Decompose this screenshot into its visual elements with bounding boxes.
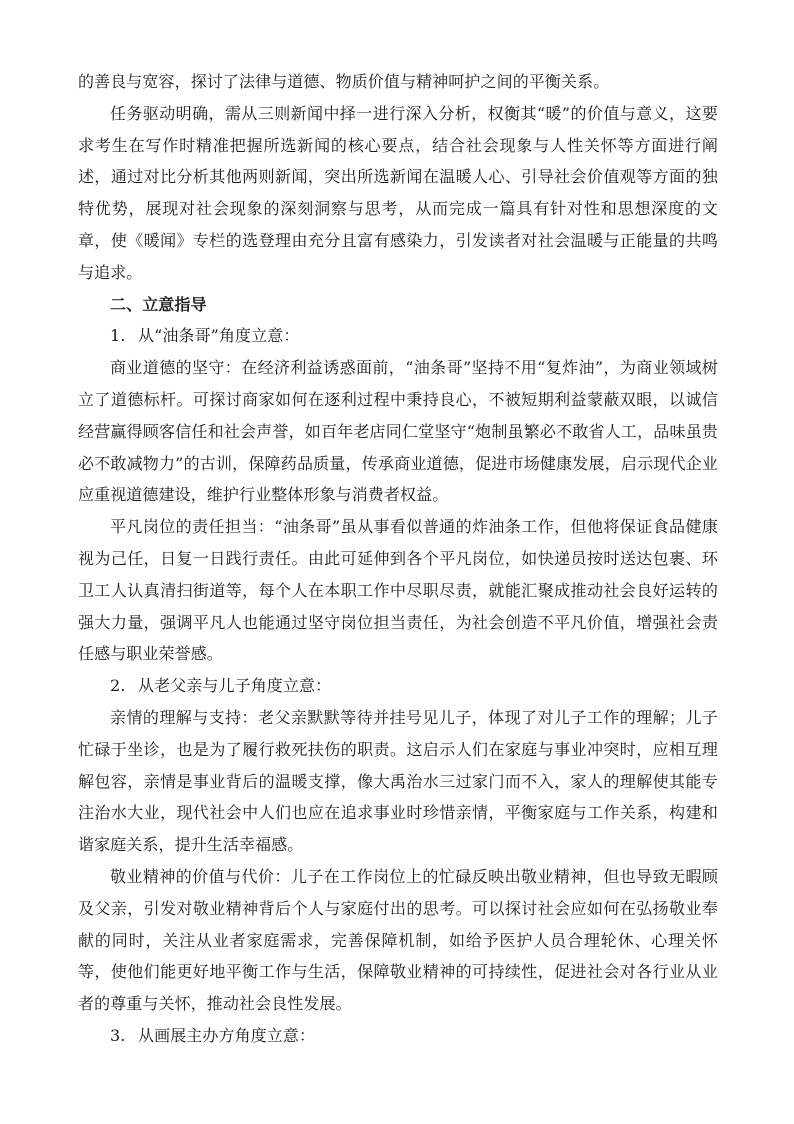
item-number: 2. bbox=[110, 676, 126, 696]
paragraph-continuation: 的善良与宽容，探讨了法律与道德、物质价值与精神呵护之间的平衡关系。 bbox=[78, 72, 610, 91]
paragraph-ordinary-duty: 平凡岗位的责任担当：“油条哥”虽从事看似普通的炸油条工作，但他将保证食品健康视为己任，日复一日践行责任。由此可延伸到各个平凡岗位，如快递员按时送达包裹、环卫工人认真清扫街道等，每个人在本职工作中尽职尽责，就能汇聚成推动社会良好运转的强大力量，强调平凡人也能通过坚守岗位担当责任，为社会创造不平凡价值，增强社会责任感与职业荣誉感。 bbox=[78, 517, 718, 664]
item-text: 从老父亲与儿子角度立意： bbox=[138, 676, 332, 696]
item-text: 从“油条哥”角度立意： bbox=[138, 326, 300, 346]
numbered-item-2 bbox=[78, 670, 718, 702]
numbered-item-1 bbox=[78, 320, 718, 352]
paragraph-dedication: 敬业精神的价值与代价：儿子在工作岗位上的忙碌反映出敬业精神，但也导致无暇顾及父亲，引发对敬业精神背后个人与家庭付出的思考。可以探讨社会应如何在弘扬敬业奉献的同时，关注从业者家庭需求，完善保障机制，如给予医护人员合理轮休、心理关怀等，使他们能更好地平衡工作与生活，保障敬业精神的可持续性，促进社会对各行业从业者的尊重与关怀，推动社会良性发展。 bbox=[78, 866, 718, 1014]
paragraph-business-ethics: 商业道德的坚守：在经济利益诱惑面前，“油条哥”坚持不用“复炸油”，为商业领域树立了道德标杆。可探讨商家如何在逐利过程中秉持良心，不被短期利益蒙蔽双眼，以诚信经营赢得顾客信任和社会声誉，如百年老店同仁堂坚守“炮制虽繁必不敢省人工，品味虽贵必不敢减物力”的古训，保障药品质量，传承商业道德，促进市场健康发展，启示现代企业应重视道德建设，维护行业整体形象与消费者权益。 bbox=[78, 358, 718, 505]
item-text: 从画展主办方角度立意： bbox=[138, 1025, 316, 1045]
item-number: 1. bbox=[110, 326, 126, 346]
document-page bbox=[78, 66, 718, 1052]
section-heading: 二、立意指导 bbox=[110, 294, 207, 314]
paragraph-task-analysis: 任务驱动明确，需从三则新闻中择一进行深入分析，权衡其“暖”的价值与意义，这要求考生在写作时精准把握所选新闻的核心要点，结合社会现象与人性关怀等方面进行阐述，通过对比分析其他两则新闻，突出所选新闻在温暖人心、引导社会价值观等方面的独特优势，展现对社会现象的深刻洞察与思考，从而完成一篇具有针对性和思想深度的文章，使《暖闻》专栏的选登理由充分且富有感染力，引发读者对社会温暖与正能量的共鸣与追求。 bbox=[78, 103, 718, 282]
item-number: 3. bbox=[110, 1025, 126, 1045]
numbered-item-3 bbox=[78, 1020, 718, 1052]
paragraph-family-support: 亲情的理解与支持：老父亲默默等待并挂号见儿子，体现了对儿子工作的理解；儿子忙碌于坐诊，也是为了履行救死扶伤的职责。这启示人们在家庭与事业冲突时，应相互理解包容，亲情是事业背后的温暖支撑，像大禹治水三过家门而不入，家人的理解使其能专注治水大业，现代社会中人们也应在追求事业时珍惜亲情，平衡家庭与工作关系，构建和谐家庭关系，提升生活幸福感。 bbox=[78, 707, 718, 855]
